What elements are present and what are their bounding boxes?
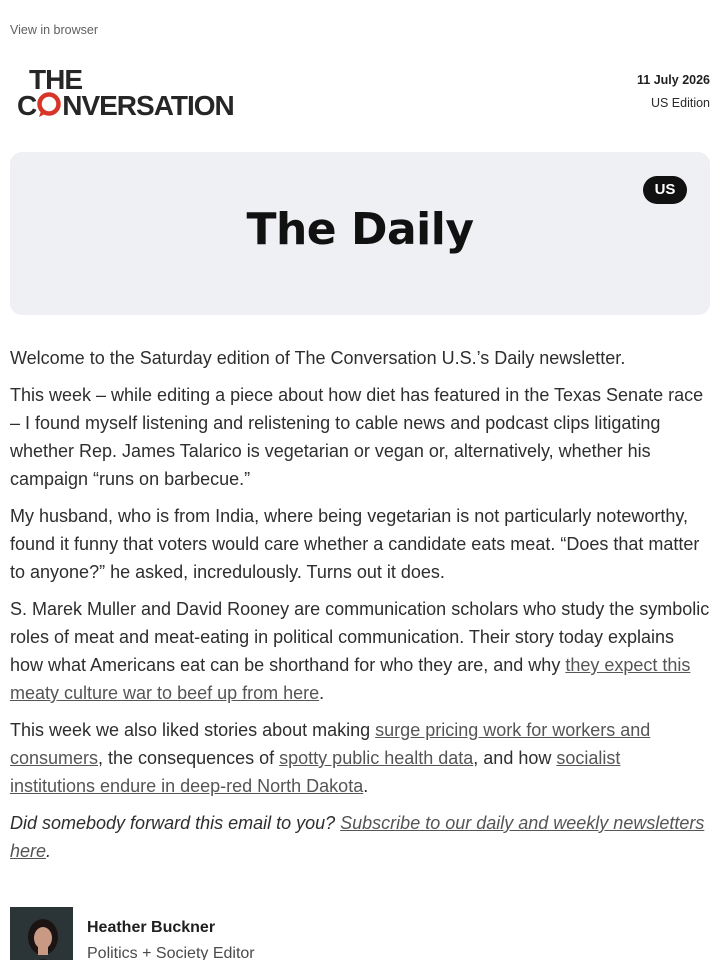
logo-line-the: THE bbox=[29, 64, 82, 95]
public-health-data-link[interactable]: spotty public health data bbox=[279, 748, 474, 768]
body-paragraph-3: My husband, who is from India, where being vegetarian is not particularly noteworthy, found it funny that voters would care whether a candidate eats meat. “Does that matter to anyone?” he asked, incredulously. Turns out it does. bbox=[10, 506, 700, 582]
north-dakota-link[interactable]: socialist institutions endure in deep-red North Dakota bbox=[10, 748, 621, 796]
meaty-culture-war-link[interactable]: they expect this meaty culture war to beef up from here bbox=[10, 655, 691, 703]
paragraph-text: This week we also liked stories about making bbox=[10, 720, 376, 740]
avatar bbox=[10, 907, 73, 960]
surge-pricing-link[interactable]: surge pricing work for workers and consumers bbox=[10, 720, 651, 768]
view-in-browser-link[interactable]: View in browser bbox=[10, 23, 99, 37]
newsletter-title: The Daily bbox=[246, 204, 474, 255]
author-card bbox=[10, 907, 710, 960]
logo-letter-c: C bbox=[17, 90, 37, 121]
speech-bubble-icon bbox=[36, 92, 62, 118]
paragraph-text: Did somebody forward this email to you? bbox=[10, 813, 341, 833]
author-name: Heather Buckner bbox=[87, 919, 216, 936]
body-paragraph-2: This week – while editing a piece about how diet has featured in the Texas Senate race – I found myself listening and relistening to cable news and podcast clips litigating whether Rep. James Talarico is vegetarian or vegan or, alternatively, whether his campaign “runs on barbecue.” bbox=[10, 385, 704, 489]
body-paragraph-5 bbox=[10, 716, 710, 800]
subscribe-link[interactable]: Subscribe to our daily and weekly newsletters here bbox=[10, 813, 705, 861]
author-role: Politics + Society Editor bbox=[87, 945, 255, 960]
paragraph-text: , and how bbox=[473, 748, 557, 768]
forward-paragraph bbox=[10, 809, 710, 865]
edition-badge: US bbox=[643, 176, 687, 204]
newsletter-body bbox=[10, 344, 710, 874]
edition-label: US Edition bbox=[650, 96, 710, 110]
the-conversation-logo[interactable] bbox=[17, 65, 267, 125]
paragraph-text: . bbox=[319, 683, 325, 703]
paragraph-text: . bbox=[46, 841, 52, 861]
paragraph-text: S. Marek Muller and David Rooney are communication scholars who study the symbolic roles of meat and meat-eating in political communication. Their story today explains how what Americans eat can be shorthand for who they are, and why bbox=[10, 599, 710, 675]
logo-letters-nversation: NVERSATION bbox=[62, 90, 234, 121]
body-paragraph-4 bbox=[10, 595, 710, 707]
newsletter-banner bbox=[10, 152, 710, 315]
paragraph-text: , the consequences of bbox=[98, 748, 280, 768]
masthead-meta bbox=[637, 73, 710, 110]
paragraph-text: . bbox=[363, 776, 369, 796]
intro-paragraph: Welcome to the Saturday edition of The Conversation U.S.’s Daily newsletter. bbox=[10, 348, 626, 368]
issue-date: 11 July 2026 bbox=[637, 73, 710, 87]
logo-line-conversation bbox=[17, 91, 234, 121]
